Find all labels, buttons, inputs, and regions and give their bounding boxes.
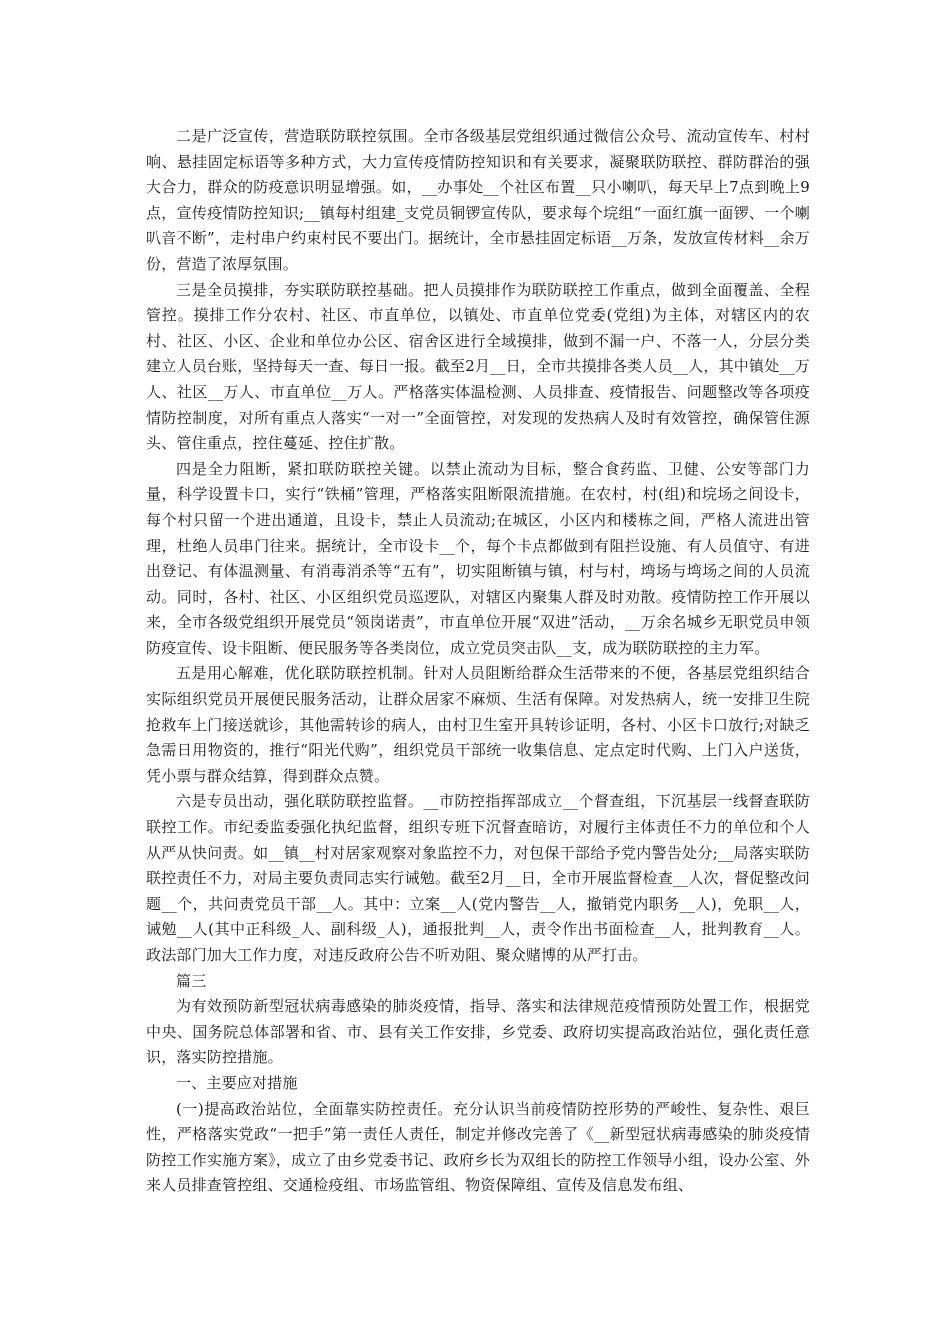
paragraph-full-blocking: 四是全力阻断，紧扣联防联控关键。以禁止流动为目标，整合食药监、卫健、公安等部门力量，科学设置卡口，实行“铁桶”管理，严格落实阻断限流措施。在农村，村(组)和垸场之间设卡，每个村只留一个进出通道，且设卡，禁止人员流动;在城区，小区内和楼栋之间，严格人流进出管理，杜绝人员串门往来。据统计，全市设卡__个，每个卡点都做到有阻拦设施、有人员值守、有进出登记、有体温测量、有消毒消杀等“五有”，切实阻断镇与镇，村与村，塆场与塆场之间的人员流动。同时，各村、社区、小区组织党员巡逻队，对辖区内聚集人群及时劝散。疫情防控工作开展以来，全市各级党组织开展党员“领岗诺责”，市直单位开展“双进”活动，__万余名城乡无职党员申领防疫宣传、设卡阻断、便民服务等各类岗位，成立党员突击队__支，成为联防联控的主力军。 [146,459,810,657]
document-body [146,124,810,1199]
paragraph-full-screening: 三是全员摸排，夯实联防联控基础。把人员摸排作为联防联控工作重点，做到全面覆盖、全程管控。摸排工作分农村、社区、市直单位，以镇处、市直单位党委(党组)为主体，对辖区内的农村、社区、小区、企业和单位办公区、宿舍区进行全域摸排，做到不漏一户、不落一人，分层分类建立人员台账，坚持每天一查、每日一报。截至2月__日，全市共摸排各类人员__人，其中镇处__万人、社区__万人、市直单位__万人。严格落实体温检测、人员排查、疫情报告、问题整改等各项疫情防控制度，对所有重点人落实“一对一”全面管控，对发现的发热病人及时有效管控，确保管住源头、管住重点，控住蔓延、控住扩散。 [146,280,810,453]
section-title: 篇三 [176,971,207,990]
paragraph-broad-publicity: 二是广泛宣传，营造联防联控氛围。全市各级基层党组织通过微信公众号、流动宣传车、村村响、悬挂固定标语等多种方式，大力宣传疫情防控知识和有关要求，凝聚联防联控、群防群治的强大合力，群众的防疫意识明显增强。如，__办事处__个社区布置__只小喇叭，每天早上7点到晚上9点，宣传疫情防控知识;__镇每村组建_支党员铜锣宣传队，要求每个垸组“一面红旗一面锣、一个喇叭音不断”，走村串户约束村民不要出门。据统计，全市悬挂固定标语__万条，发放宣传材料__余万份，营造了浓厚氛围。 [146,127,810,273]
section-subheading: 一、主要应对措施 [176,1073,298,1092]
paragraph-political-stance: (一)提高政治站位，全面靠实防控责任。充分认识当前疫情防控形势的严峻性、复杂性、艰巨性，严格落实党政“一把手”第一责任人责任，制定并修改完善了《__新型冠状病毒感染的肺炎疫情防控工作实施方案》，成立了由乡党委书记、政府乡长为双组长的防控工作领导小组，设办公室、外来人员排查管控组、交通检疫组、市场监管组、物资保障组、宣传及信息发布组、 [146,1099,810,1195]
section-intro-paragraph: 为有效预防新型冠状病毒感染的肺炎疫情，指导、落实和法律规范疫情预防处置工作，根据党中央、国务院总体部署和省、市、县有关工作安排，乡党委、政府切实提高政治站位，强化责任意识，落实防控措施。 [146,997,810,1067]
paragraph-supervision: 六是专员出动，强化联防联控监督。__市防控指挥部成立__个督查组，下沉基层一线督查联防联控工作。市纪委监委强化执纪监督，组织专班下沉督查暗访，对履行主体责任不力的单位和个人从严从快问责。如__镇__村对居家观察对象监控不力，对包保干部给予党内警告处分;__局落实联防联控责任不力，对局主要负责同志实行诫勉。截至2月__日，全市开展监督检查__人次，督促整改问题__个，共问责党员干部__人。其中：立案__人(党内警告__人，撤销党内职务__人)，免职__人，诫勉__人(其中正科级_人、副科级_人)，通报批判__人，责令作出书面检查__人，批判教育__人。政法部门加大工作力度，对违反政府公告不听劝阻、聚众赌博的从严打击。 [146,792,810,964]
paragraph-solve-difficulties: 五是用心解难，优化联防联控机制。针对人员阻断给群众生活带来的不便，各基层党组织结合实际组织党员开展便民服务活动，让群众居家不麻烦、生活有保障。对发热病人，统一安排卫生院抢救车上门接送就诊，其他需转诊的病人，由村卫生室开具转诊证明，各村、小区卡口放行;对缺乏急需日用物资的，推行“阳光代购”，组织党员干部统一收集信息、定点定时代购、上门入户送货，凭小票与群众结算，得到群众点赞。 [146,664,810,785]
